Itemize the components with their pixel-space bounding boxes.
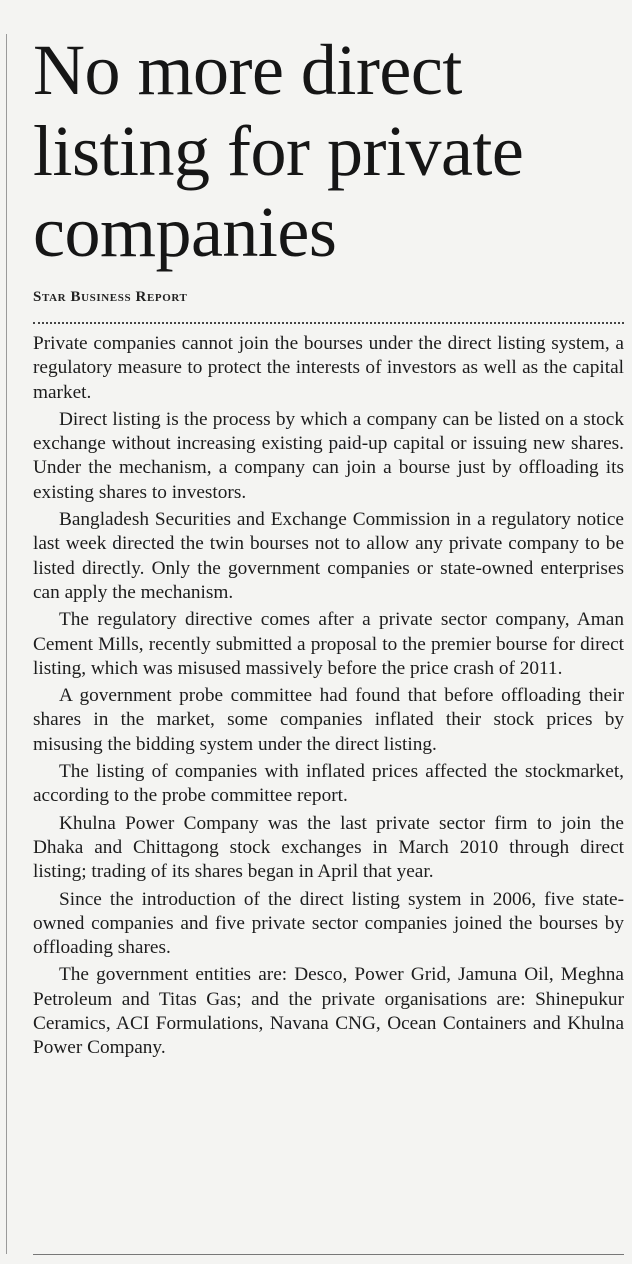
- column-rule-left: [6, 34, 7, 1254]
- paragraph: The regulatory directive comes after a private sector company, Aman Cement Mills, recently submitted a proposal to the premier bourse for direct listing, which was misused massively before the price crash of 2011.: [33, 609, 624, 679]
- paragraph: Khulna Power Company was the last private sector firm to join the Dhaka and Chittagong stock exchanges in March 2010 through direct listing; trading of its shares began in April that year.: [33, 812, 624, 883]
- article-body: [33, 332, 624, 1061]
- byline: Star Business Report: [33, 289, 188, 305]
- headline: No more direct listing for private companies: [33, 30, 524, 272]
- paragraph: The listing of companies with inflated prices affected the stockmarket, according to the probe committee report.: [33, 761, 624, 807]
- news-article: [33, 30, 624, 1064]
- paragraph: Since the introduction of the direct listing system in 2006, five state-owned companies and five private sector companies joined the bourses by offloading shares.: [33, 888, 624, 959]
- paragraph: Direct listing is the process by which a company can be listed on a stock exchange without increasing existing paid-up capital or issuing new shares. Under the mechanism, a company can join a bourse just by offloading its existing shares to investors.: [33, 408, 624, 503]
- bottom-divider: [33, 1254, 624, 1255]
- paragraph: Private companies cannot join the bourses under the direct listing system, a regulatory measure to protect the interests of investors as well as the capital market.: [33, 333, 624, 403]
- paragraph: The government entities are: Desco, Power Grid, Jamuna Oil, Meghna Petroleum and Titas Gas; and the private organisations are: Shinepukur Ceramics, ACI Formulations, Navana CNG, Ocean Containers and Khulna Power Company.: [33, 964, 624, 1059]
- dotted-divider: [33, 322, 624, 324]
- paragraph: A government probe committee had found that before offloading their shares in the market, some companies inflated their stock prices by misusing the bidding system under the direct listing.: [33, 685, 624, 755]
- paragraph: Bangladesh Securities and Exchange Commission in a regulatory notice last week directed the twin bourses not to allow any private company to be listed directly. Only the government companies or state-owned enterprises can apply the mechanism.: [33, 509, 624, 603]
